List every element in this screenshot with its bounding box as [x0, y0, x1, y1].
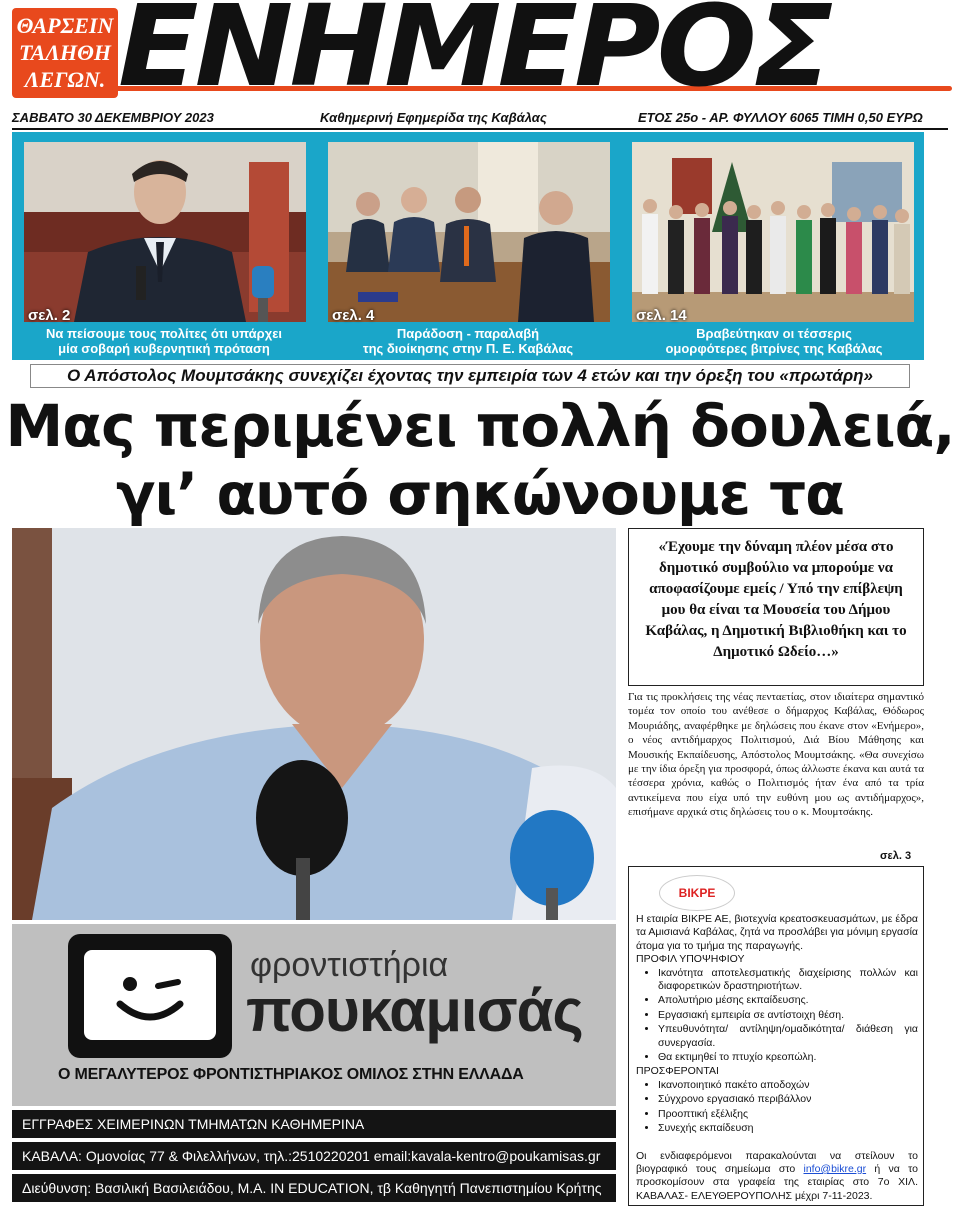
teaser-photo — [328, 142, 610, 322]
divider — [12, 128, 948, 130]
lead-kicker: Ο Απόστολος Μουμτσάκης συνεχίζει έχοντας την εμπειρία των 4 ετών και την όρεξη του «πρωτάρη» — [30, 364, 910, 388]
headline-line: Μας περιμένει πολλή δουλειά, — [5, 392, 955, 460]
lead-article-body: Για τις προκλήσεις της νέας πενταετίας, στον ιδιαίτερα σημαντικό τομέα τον οποίο του ανέθεσε ο δήμαρχος Καβάλας, Θόδωρος Μουριάδης, αναφέρθηκε με δηλώσεις που έκανε στον «Ενήμερο», ο νέος αντιδήμαρχος Πολιτισμού, Διά Βίου Μάθησης και Μουσικής Εκπαίδευσης, Απόστολος Μουμτσάκης. «Θα συνεχίσω με την ίδια όρεξη για προσφορά, όπως άλλωστε έκανα και αυτά τα τέσσερα χρόνια, καθώς ο Πολιτισμός ήταν ένα από τα τρία αντικείμενα που είχα υπό την ευθύνη μου ως αντιδήμαρχος», επισήμανε αρχικά στις δηλώσεις του ο κ. Μουμτσάκης. — [628, 691, 924, 819]
job-section-title: ΠΡΟΣΦΕΡΟΝΤΑΙ — [636, 1065, 719, 1078]
job-intro: Η εταιρία ΒΙΚΡΕ ΑΕ, βιοτεχνία κρεατοσκευασμάτων, με έδρα τα Αμισιανά Καβάλας, ζητά να προσλάβει για μόνιμη εργασία άτομα για το τμήμα της παραγωγής. — [636, 913, 918, 952]
teaser-photo — [632, 142, 914, 322]
caption-line: ομορφότερες βιτρίνες της Καβάλας — [665, 341, 883, 356]
list-item: • Υπευθυνότητα/ αντίληψη/ομαδικότητα/ διάθεση για συνεργασία. — [658, 1023, 918, 1050]
page-reference[interactable]: σελ. 3 — [880, 850, 912, 862]
page-reference: σελ. 14 — [636, 307, 687, 324]
issue-date: ΣΑΒΒΑΤΟ 30 ΔΕΚΕΜΒΡΙΟΥ 2023 — [12, 110, 214, 125]
ad-info-bar: Διεύθυνση: Βασιλική Βασιλειάδου, Μ.Α. IN EDUCATION, τβ Καθηγητή Πανεπιστημίου Κρήτης — [12, 1174, 616, 1202]
list-item: • Προοπτική εξέλιξης — [658, 1108, 918, 1121]
list-item: • Θα εκτιμηθεί το πτυχίο κρεοπώλη. — [658, 1051, 918, 1064]
tutoring-ad[interactable] — [12, 924, 616, 1106]
motto-line: ΤΑΛΗΘΗ — [18, 40, 112, 65]
teaser-caption — [14, 326, 314, 356]
teaser-story[interactable] — [632, 142, 914, 322]
email-link[interactable]: info@bikre.gr — [803, 1162, 867, 1175]
list-item: • Σύγχρονο εργασιακό περιβάλλον — [658, 1093, 918, 1106]
job-closing-text: Οι ενδιαφερόμενοι παρακαλούνται να στείλουν το βιογραφικό τους σημείωμα στο — [636, 1149, 918, 1175]
list-item: • Συνεχής εκπαίδευση — [658, 1122, 918, 1135]
pull-quote: «Έχουμε την δύναμη πλέον μέσα στο δημοτικό συμβούλιο να μπορούμε να αποφασίζουμε εμείς / Υπό την επίβλεψη μου θα είναι τα Μουσεία του Δήμου Καβάλας, η Δημοτική Βιβλιοθήκη και το Δημοτικό Ωδείο…» — [628, 528, 924, 686]
caption-line: μία σοβαρή κυβερνητική πρόταση — [58, 341, 270, 356]
ad-brand-line: φροντιστήρια — [250, 946, 449, 984]
ad-brand-name: πουκαμισάς — [246, 977, 583, 1044]
job-ad — [628, 866, 924, 1206]
company-logo — [659, 875, 735, 911]
job-closing — [636, 1150, 918, 1204]
issue-info: ΕΤΟΣ 25ο - ΑΡ. ΦΥΛΛΟΥ 6065 ΤΙΜΗ 0,50 ΕΥΡΩ — [638, 110, 923, 125]
caption-line: της διοίκησης στην Π. Ε. Καβάλας — [362, 341, 574, 356]
page-reference: σελ. 4 — [332, 307, 375, 324]
job-section-title: ΠΡΟΦΙΛ ΥΠΟΨΗΦΙΟΥ — [636, 953, 745, 966]
teaser-caption — [318, 326, 618, 356]
teaser-story[interactable] — [24, 142, 306, 322]
list-item: • Ικανότητα αποτελεσματικής διαχείρισης πολλών και διαφορετικών δραστηριοτήτων. — [658, 967, 918, 994]
teaser-story[interactable] — [328, 142, 610, 322]
newspaper-title[interactable]: ΕΝΗΜΕΡΟΣ — [118, 0, 830, 112]
list-item: • Απολυτήριο μέσης εκπαίδευσης. — [658, 994, 918, 1007]
motto-line: ΘΑΡΣΕΙΝ — [16, 13, 114, 38]
page-reference: σελ. 2 — [28, 307, 71, 324]
masthead — [0, 0, 960, 110]
teaser-photo — [24, 142, 306, 322]
caption-line: Παράδοση - παραλαβή — [396, 326, 540, 341]
teaser-caption — [624, 326, 924, 356]
caption-line: Να πείσουμε τους πολίτες ότι υπάρχει — [46, 326, 282, 341]
motto-badge — [12, 8, 118, 98]
smiley-logo-icon — [68, 934, 232, 1058]
list-item: • Εργασιακή εμπειρία σε αντίστοιχη θέση. — [658, 1009, 918, 1022]
tagline: Καθημερινή Εφημερίδα της Καβάλας — [320, 110, 547, 125]
ad-info-bar: ΕΓΓΡΑΦΕΣ ΧΕΙΜΕΡΙΝΩΝ ΤΜΗΜΑΤΩΝ ΚΑΘΗΜΕΡΙΝΑ — [12, 1110, 616, 1138]
company-logo-text: ΒΙΚΡΕ — [678, 886, 716, 900]
job-closing-text: ή να το προσκομίσουν στα γραφεία της εταιρίας στο 7ο ΧΙΛ. ΚΑΒΑΛΑΣ- ΕΛΕΥΘΕΡΟΥΠΟΛΗΣ μέχρι 7-11-2023. — [636, 1162, 919, 1202]
headline-line: γι’ αυτό σηκώνουμε τα — [115, 460, 844, 528]
lead-photo — [12, 528, 616, 920]
teaser-strip — [12, 132, 924, 360]
list-item: • Ικανοποιητικό πακέτο αποδοχών — [658, 1079, 918, 1092]
ad-slogan: Ο ΜΕΓΑΛΥΤΕΡΟΣ ΦΡΟΝΤΙΣΤΗΡΙΑΚΟΣ ΟΜΙΛΟΣ ΣΤΗΝ ΕΛΛΑΔΑ — [58, 1066, 524, 1083]
ad-info-bar[interactable]: ΚΑΒΑΛΑ: Ομονοίας 77 & Φιλελλήνων, τηλ.:2510220201 email:kavala-kentro@poukamisas.gr — [12, 1142, 616, 1170]
caption-line: Βραβεύτηκαν οι τέσσερις — [696, 326, 852, 341]
motto-line: ΛΕΓΩΝ. — [24, 67, 106, 92]
